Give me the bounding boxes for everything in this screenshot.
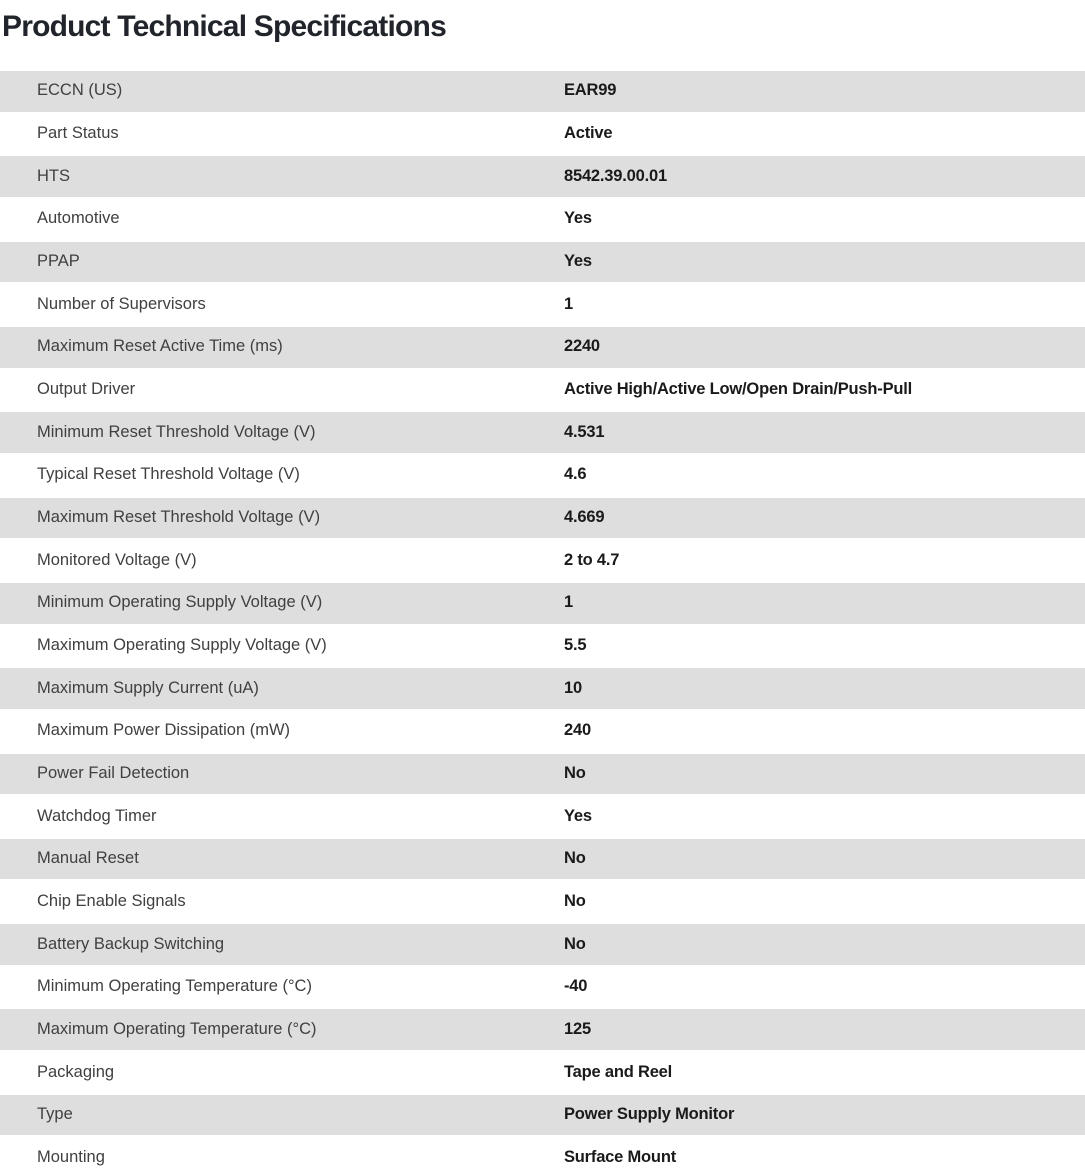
table-row [0, 155, 1085, 198]
spec-value: Yes [564, 806, 592, 825]
spec-value: Active High/Active Low/Open Drain/Push-Pull [564, 380, 913, 399]
spec-label: Packaging [37, 1062, 115, 1081]
spec-label: Minimum Operating Supply Voltage (V) [37, 593, 323, 612]
spec-label: Automotive [37, 209, 120, 228]
spec-value: Active [564, 124, 613, 143]
table-row [0, 795, 1085, 838]
spec-value: Yes [564, 252, 592, 271]
spec-value: 125 [564, 1019, 591, 1038]
table-row [0, 582, 1085, 625]
spec-value: Tape and Reel [564, 1062, 673, 1081]
table-row [0, 667, 1085, 710]
spec-value: No [564, 934, 586, 953]
spec-table [0, 70, 1085, 1172]
spec-label: Maximum Operating Temperature (°C) [37, 1019, 317, 1038]
spec-label: Manual Reset [37, 849, 139, 868]
table-row [0, 880, 1085, 923]
spec-label: Watchdog Timer [37, 806, 157, 825]
spec-label: Maximum Reset Active Time (ms) [37, 337, 283, 356]
spec-label: Maximum Operating Supply Voltage (V) [37, 635, 327, 654]
table-row [0, 753, 1085, 796]
spec-label: ECCN (US) [37, 81, 123, 100]
table-row [0, 497, 1085, 540]
table-row [0, 198, 1085, 241]
table-row [0, 625, 1085, 668]
table-row [0, 326, 1085, 369]
spec-label: Mounting [37, 1147, 105, 1166]
table-row [0, 113, 1085, 156]
spec-value: 240 [564, 721, 591, 740]
table-row [0, 539, 1085, 582]
table-row [0, 838, 1085, 881]
spec-value: 5.5 [564, 635, 587, 654]
spec-label: Part Status [37, 124, 119, 143]
table-row [0, 241, 1085, 284]
spec-value: 8542.39.00.01 [564, 166, 667, 185]
table-row [0, 1094, 1085, 1137]
spec-value: 1 [564, 294, 573, 313]
spec-value: 1 [564, 593, 573, 612]
table-row [0, 923, 1085, 966]
spec-label: Battery Backup Switching [37, 934, 225, 953]
table-row [0, 454, 1085, 497]
spec-label: Maximum Supply Current (uA) [37, 678, 259, 697]
spec-label: Monitored Voltage (V) [37, 550, 197, 569]
table-row [0, 70, 1085, 113]
spec-label: PPAP [37, 252, 80, 271]
table-row [0, 966, 1085, 1009]
spec-value: No [564, 891, 586, 910]
spec-label: Output Driver [37, 380, 136, 399]
spec-label: Number of Supervisors [37, 294, 206, 313]
spec-label: Type [37, 1105, 73, 1124]
spec-label: Maximum Power Dissipation (mW) [37, 721, 291, 740]
table-row [0, 1008, 1085, 1051]
spec-value: 4.531 [564, 422, 605, 441]
spec-label: Typical Reset Threshold Voltage (V) [37, 465, 300, 484]
spec-value: 10 [564, 678, 582, 697]
spec-label: Chip Enable Signals [37, 891, 186, 910]
table-row [0, 369, 1085, 412]
table-row [0, 411, 1085, 454]
table-row [0, 1051, 1085, 1094]
spec-value: -40 [564, 977, 588, 996]
spec-value: 4.6 [564, 465, 587, 484]
spec-label: Minimum Reset Threshold Voltage (V) [37, 422, 316, 441]
spec-value: No [564, 849, 586, 868]
table-row [0, 1136, 1085, 1172]
spec-value: Power Supply Monitor [564, 1105, 735, 1124]
spec-value: 2 to 4.7 [564, 550, 620, 569]
spec-value: 2240 [564, 337, 600, 356]
spec-value: EAR99 [564, 81, 617, 100]
spec-value: No [564, 763, 586, 782]
table-row [0, 283, 1085, 326]
spec-value: Surface Mount [564, 1147, 676, 1166]
spec-value: 4.669 [564, 507, 605, 526]
table-row [0, 710, 1085, 753]
spec-label: Maximum Reset Threshold Voltage (V) [37, 507, 321, 526]
spec-value: Yes [564, 209, 592, 228]
spec-label: Minimum Operating Temperature (°C) [37, 977, 312, 996]
page-title: Product Technical Specifications [2, 10, 446, 43]
spec-label: HTS [37, 166, 70, 185]
spec-label: Power Fail Detection [37, 763, 190, 782]
